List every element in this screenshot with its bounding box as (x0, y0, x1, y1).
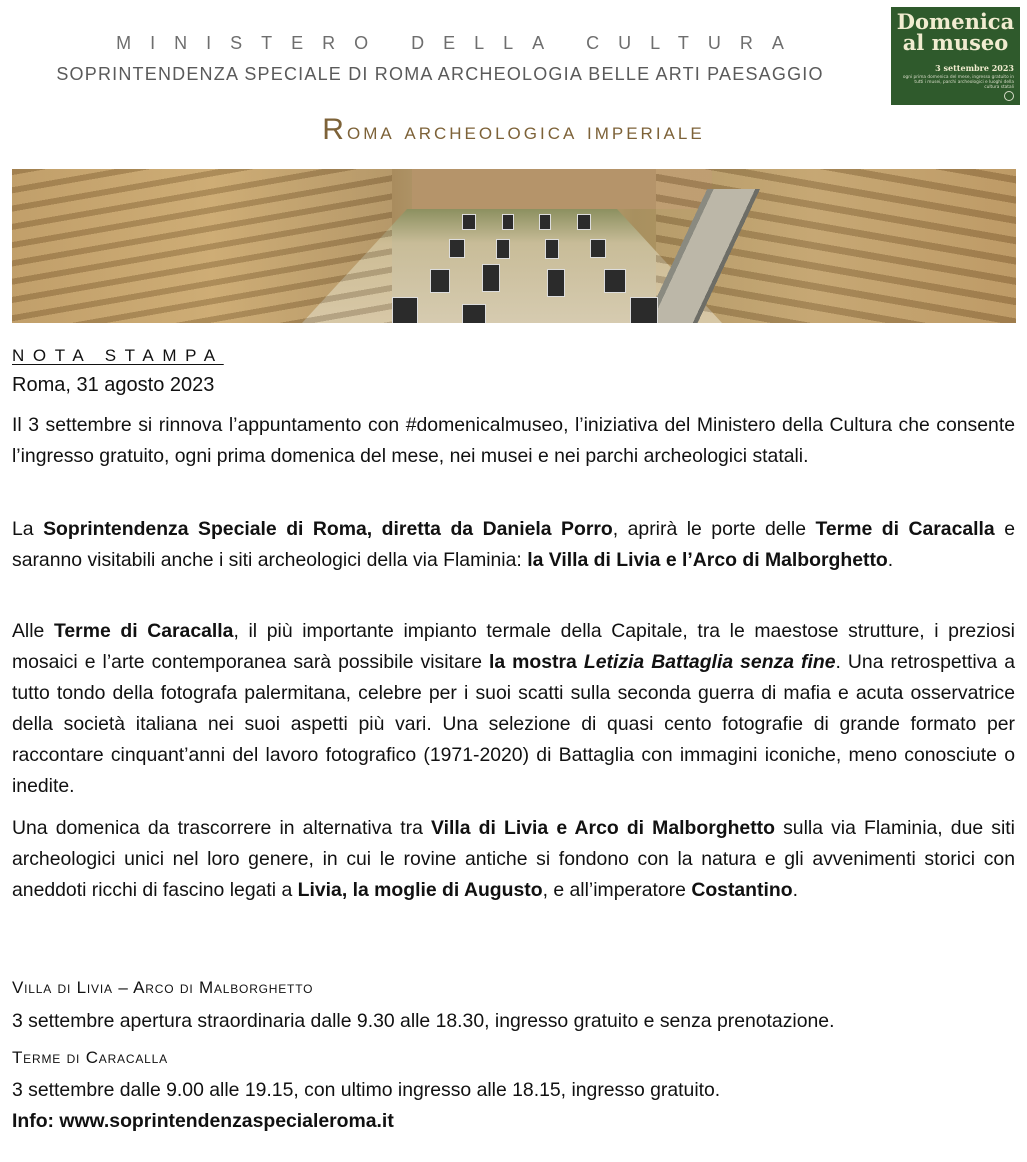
paragraph-text: Alle (12, 620, 54, 642)
nota-stampa-label: NOTA STAMPA (12, 346, 224, 365)
photo-panel (547, 269, 565, 297)
paragraph-text: La (12, 518, 44, 540)
paragraph-intro (12, 410, 1015, 472)
bold-text: Terme di Caracalla (53, 620, 234, 642)
photo-panel (545, 239, 559, 259)
paragraph-text: sulla via Flaminia, due siti archeologici unici nel loro genere, in cui le rovine antiche si fondono con la natura e gli avvenimenti storici con aneddoti ricchi di fascino legati a (12, 817, 1015, 901)
section-text-villa-livia: 3 settembre apertura straordinaria dalle 9.30 alle 18.30, ingresso gratuito e senza prenotazione. (12, 1010, 835, 1032)
press-release-date: Roma, 31 agosto 2023 (12, 374, 215, 396)
bold-text: Terme di Caracalla (815, 518, 995, 540)
photo-panel (590, 239, 606, 258)
bold-text: Soprintendenza Speciale di Roma, diretta da Daniela Porro (43, 518, 613, 540)
paragraph-text: Una domenica da trascorrere in alternativa tra (12, 817, 432, 839)
photo-panel (539, 214, 551, 230)
bold-text: la mostra (489, 651, 584, 673)
section-title-caracalla: Terme di Caracalla (12, 1048, 168, 1067)
bold-text: la Villa di Livia e l’Arco di Malborghetto (527, 549, 888, 571)
bold-text: Costantino (691, 879, 793, 901)
photo-panel (482, 264, 500, 292)
section-title-villa-livia: Villa di Livia – Arco di Malborghetto (12, 978, 314, 997)
paragraph-text: , il più importante impianto termale della Capitale, tra le maestose strutture, i preziosi mosaici e l’arte contemporanea sarà possibile visitare (12, 620, 1015, 673)
ministry-emblem-icon (1004, 91, 1014, 101)
photo-panel (449, 239, 465, 258)
section-text-caracalla: 3 settembre dalle 9.00 alle 19.15, con ultimo ingresso alle 18.15, ingresso gratuito. (12, 1079, 721, 1101)
paragraph-text: e saranno visitabili anche i siti archeologici della via Flaminia: (12, 518, 1015, 571)
photo-panel (577, 214, 591, 230)
header-soprintendenza: SOPRINTENDENZA SPECIALE DI ROMA ARCHEOLOGIA BELLE ARTI PAESAGGIO (56, 64, 824, 84)
paragraph-text: Il 3 settembre si rinnova l’appuntamento con #domenicalmuseo, l’iniziativa del Ministero della Cultura che consente l’ingresso gratuito, ogni prima domenica del mese, nei musei e nei parchi archeologici statali. (12, 414, 1015, 467)
page-title (0, 113, 1027, 147)
page-title-initial: R (322, 113, 347, 146)
info-link[interactable]: Info: www.soprintendenzaspecialeroma.it (12, 1110, 394, 1132)
page-title-rest: oma archeologica imperiale (346, 118, 705, 145)
badge-line1: Domenica (896, 9, 1015, 34)
badge-date: 3 settembre 2023 (935, 63, 1014, 73)
photo-panel (496, 239, 510, 259)
photo-panel (430, 269, 450, 293)
paragraph-soprintendenza (12, 514, 1015, 576)
photo-panel (392, 297, 418, 323)
paragraph-flaminia (12, 813, 1015, 906)
photo-panel (502, 214, 514, 230)
bold-text: Villa di Livia e Arco di Malborghetto (431, 817, 775, 839)
domenica-al-museo-logo (891, 7, 1020, 105)
exhibition-title: Letizia Battaglia senza fine (583, 651, 836, 673)
photo-panel (604, 269, 626, 293)
paragraph-caracalla (12, 616, 1015, 802)
photo-panel (462, 214, 476, 230)
badge-body: ogni prima domenica del mese, ingresso gratuito in tutti i musei, parchi archeologici e luoghi della cultura statali (902, 75, 1014, 91)
hero-wall-left (12, 169, 392, 323)
paragraph-text: . (887, 549, 894, 571)
bold-text: Livia, la moglie di Augusto (297, 879, 543, 901)
paragraph-text: , e all’imperatore (542, 879, 692, 901)
paragraph-text: . (792, 879, 798, 901)
hero-image (12, 169, 1016, 323)
paragraph-text: . Una retrospettiva a tutto tondo della fotografa palermitana, celebre per i suoi scatti sulla seconda guerra di mafia e acuta osservatrice della società italiana nei suoi aspetti più vari. Una selezione di quasi cento fotografie di grande formato per raccontare cinquant’anni del lavoro fotografico (1971-2020) di Battaglia con immagini iconiche, meno conosciute o inedite. (12, 651, 1016, 797)
badge-line2: al museo (902, 30, 1009, 55)
header-ministry: MINISTERO DELLA CULTURA (116, 33, 803, 53)
photo-panel (630, 297, 658, 323)
paragraph-text: , aprirà le porte delle (612, 518, 816, 540)
photo-panel (462, 304, 486, 323)
